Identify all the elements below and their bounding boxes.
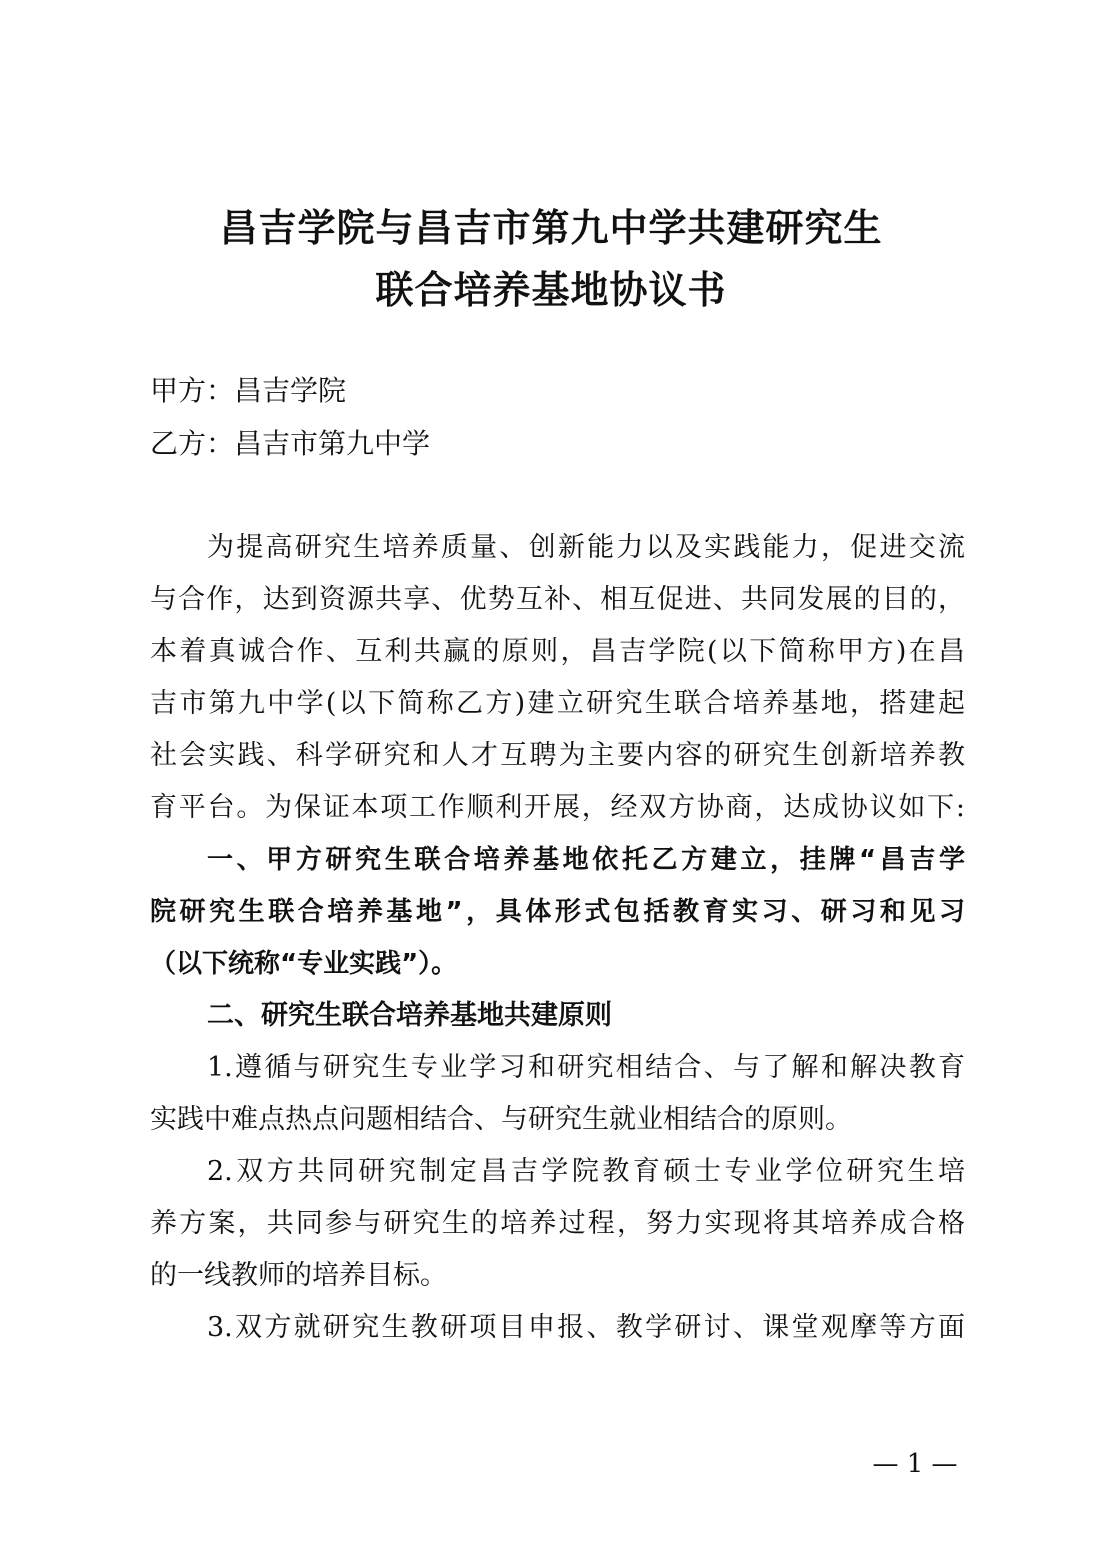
item-3-line: 3.双方就研究生教研项目申报、教学研讨、课堂观摩等方面	[207, 1312, 965, 1343]
intro-line: 为提高研究生培养质量、创新能力以及实践能力，促进交流	[207, 532, 965, 563]
intro-line: 社会实践、科学研究和人才互聘为主要内容的研究生创新培养教	[150, 740, 965, 771]
party-a: 甲方：昌吉学院	[150, 374, 347, 407]
page-number: — 1 —	[872, 1449, 958, 1479]
item-2-line: 2.双方共同研究制定昌吉学院教育硕士专业学位研究生培	[207, 1156, 965, 1187]
item-1-line: 实践中难点热点问题相结合、与研究生就业相结合的原则。	[150, 1104, 852, 1135]
item-2-line: 养方案，共同参与研究生的培养过程，努力实现将其培养成合格	[150, 1208, 965, 1239]
section-1-line: （以下统称“专业实践”）。	[150, 949, 458, 979]
item-1-line: 1.遵循与研究生专业学习和研究相结合、与了解和解决教育	[207, 1052, 965, 1083]
document-title-line-1: 昌吉学院与昌吉市第九中学共建研究生	[219, 205, 883, 250]
item-2-line: 的一线教师的培养目标。	[150, 1260, 447, 1291]
intro-line: 与合作，达到资源共享、优势互补、相互促进、共同发展的目的，	[150, 584, 965, 615]
party-b: 乙方：昌吉市第九中学	[150, 427, 431, 460]
intro-line: 吉市第九中学(以下简称乙方)建立研究生联合培养基地，搭建起	[150, 688, 965, 719]
document-title-line-2: 联合培养基地协议书	[375, 267, 727, 312]
intro-line: 育平台。为保证本项工作顺利开展，经双方协商，达成协议如下:	[150, 792, 965, 823]
intro-line: 本着真诚合作、互利共赢的原则，昌吉学院(以下简称甲方)在昌	[150, 636, 965, 667]
section-1-line: 一、甲方研究生联合培养基地依托乙方建立，挂牌“昌吉学	[207, 845, 965, 875]
section-1-line: 院研究生联合培养基地”，具体形式包括教育实习、研习和见习	[150, 897, 965, 927]
section-2-heading: 二、研究生联合培养基地共建原则	[207, 1000, 612, 1031]
